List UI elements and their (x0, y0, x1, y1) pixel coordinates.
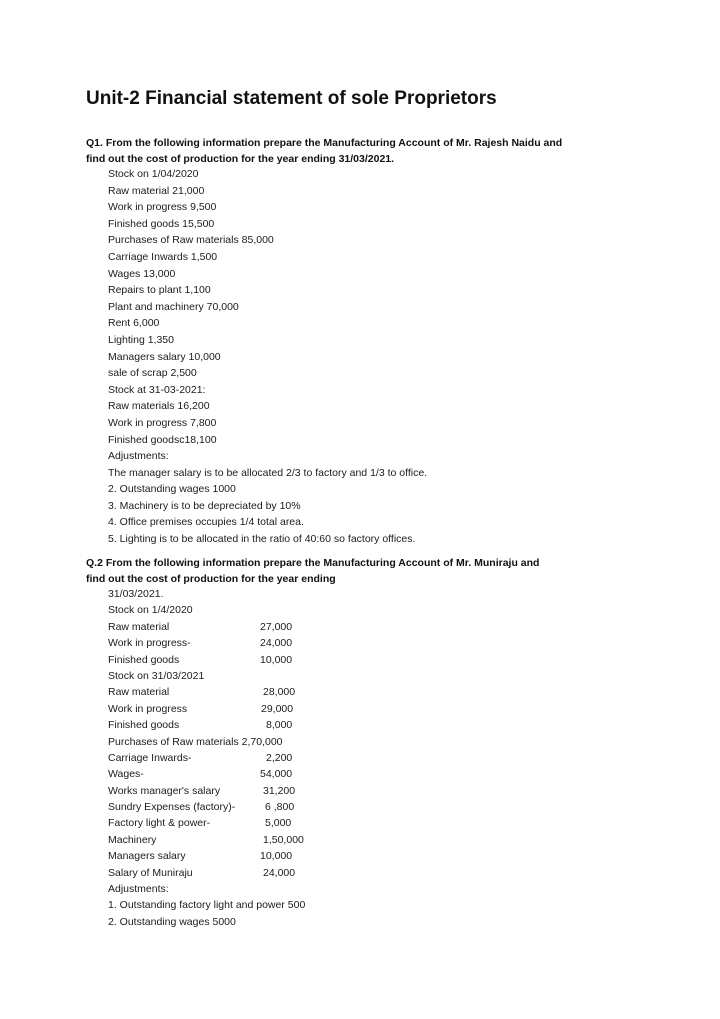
q2-row (108, 766, 305, 782)
q1-line: Work in progress 7,800 (108, 416, 217, 429)
page-title: Unit-2 Financial statement of sole Proprietors (86, 88, 497, 109)
q2-row (108, 668, 305, 684)
q1-line: Raw materials 16,200 (108, 400, 210, 413)
q2-row-value: 24,000 (260, 637, 293, 650)
q1-line: Plant and machinery 70,000 (108, 300, 239, 313)
q2-row-label: Raw material (108, 686, 170, 699)
q1-line: Wages 13,000 (108, 267, 176, 280)
q2-row-value: 27,000 (260, 620, 293, 633)
q1-line: Repairs to plant 1,100 (108, 284, 211, 297)
q1-adjustment: 2. Outstanding wages 1000 (108, 483, 236, 496)
q1-adjustment: 4. Office premises occupies 1/4 total area. (108, 516, 304, 529)
q1-heading-line-2: find out the cost of production for the year ending 31/03/2021. (86, 153, 395, 165)
q2-row-label: Work in progress (108, 702, 188, 715)
q2-heading (86, 555, 646, 587)
q1-line: Carriage Inwards 1,500 (108, 250, 218, 263)
q2-row-value: 29,000 (261, 702, 294, 715)
q2-adjustment (108, 914, 305, 930)
q2-row (108, 652, 305, 668)
q2-row-label: Work in progress- (108, 637, 191, 650)
q2-row-label: 1. Outstanding factory light and power 500 (108, 899, 306, 912)
q2-adjustments-heading (108, 881, 305, 897)
q2-row (108, 602, 305, 618)
q2-row (108, 586, 305, 602)
q2-adjustment (108, 897, 305, 913)
q2-row-label: Raw material (108, 620, 170, 633)
q1-line: Finished goods 15,500 (108, 217, 215, 230)
q2-row-label: Works manager's salary (108, 784, 221, 797)
q2-row-label: Finished goods (108, 719, 180, 732)
q2-row-label: Machinery (108, 833, 157, 846)
q1-adjustment: The manager salary is to be allocated 2/3 to factory and 1/3 to office. (108, 466, 428, 479)
q2-row-value: 8,000 (266, 719, 293, 732)
q1-line: Managers salary 10,000 (108, 350, 221, 363)
q2-row-label: Factory light & power- (108, 817, 211, 830)
q1-data-list (108, 166, 427, 548)
q2-row-label: Wages- (108, 768, 144, 781)
q2-row-label: 31/03/2021. (108, 588, 164, 600)
q2-row-value: 31,200 (263, 784, 296, 797)
q2-row-value: 1,50,000 (263, 833, 304, 846)
q1-line: sale of scrap 2,500 (108, 367, 197, 380)
q2-row-value: 10,000 (260, 850, 293, 863)
q2-row-label: Purchases of Raw materials 2,70,000 (108, 735, 283, 748)
q1-line: Purchases of Raw materials 85,000 (108, 234, 274, 247)
q1-line: Stock at 31-03-2021: (108, 383, 206, 396)
q2-row (108, 783, 305, 799)
q1-adjustment: 3. Machinery is to be depreciated by 10% (108, 499, 301, 512)
q2-row (108, 701, 305, 717)
q2-row-label: Managers salary (108, 850, 186, 863)
q2-row-value: 10,000 (260, 653, 293, 666)
q2-row (108, 717, 305, 733)
q2-row-value: 5,000 (265, 817, 292, 830)
q2-row-label: Stock on 1/4/2020 (108, 604, 193, 617)
q1-heading (86, 135, 646, 167)
q2-row (108, 619, 305, 635)
q2-row (108, 848, 305, 864)
q2-row-label: Salary of Muniraju (108, 866, 193, 879)
q2-row-value: 2,200 (266, 751, 293, 764)
q1-line: Rent 6,000 (108, 317, 160, 330)
q1-line: Stock on 1/04/2020 (108, 168, 199, 180)
q2-heading-line-2: find out the cost of production for the year ending (86, 573, 336, 585)
q2-row (108, 799, 305, 815)
q2-data-list (108, 586, 305, 930)
q2-row (108, 865, 305, 881)
q2-row (108, 815, 305, 831)
q2-row-label: Finished goods (108, 653, 180, 666)
q2-row-label: Stock on 31/03/2021 (108, 669, 205, 682)
q2-row (108, 750, 305, 766)
q2-row-value: 28,000 (263, 686, 296, 699)
q1-adjustment: 5. Lighting is to be allocated in the ratio of 40:60 so factory offices. (108, 533, 416, 546)
q1-line: Finished goodsc18,100 (108, 433, 217, 446)
q2-row-value: 54,000 (260, 768, 293, 781)
q2-row-value: 6 ,800 (265, 801, 295, 814)
q2-row (108, 635, 305, 651)
q2-row-label: Carriage Inwards- (108, 751, 192, 764)
q1-line: Work in progress 9,500 (108, 201, 217, 214)
q2-row-value: 24,000 (263, 866, 296, 879)
q2-row (108, 684, 305, 700)
q2-row-label: Adjustments: (108, 883, 169, 896)
q2-row (108, 832, 305, 848)
q1-heading-line-1: Q1. From the following information prepare the Manufacturing Account of Mr. Rajesh Naidu and (86, 137, 563, 149)
q1-line: Raw material 21,000 (108, 184, 205, 197)
q2-heading-line-1: Q.2 From the following information prepare the Manufacturing Account of Mr. Muniraju and (86, 557, 540, 569)
q2-row-label: 2. Outstanding wages 5000 (108, 915, 236, 928)
q2-row-label: Sundry Expenses (factory)- (108, 801, 236, 814)
q2-row (108, 734, 305, 750)
q1-adjustments-heading: Adjustments: (108, 450, 169, 463)
q1-line: Lighting 1,350 (108, 333, 174, 346)
